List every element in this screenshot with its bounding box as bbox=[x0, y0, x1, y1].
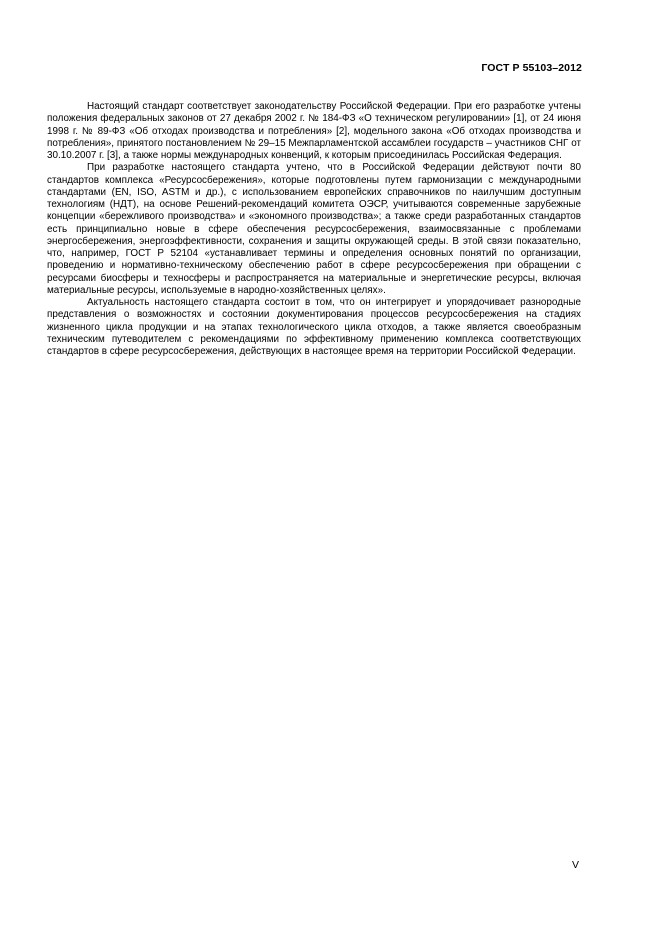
body-text bbox=[47, 101, 581, 358]
standard-designation: ГОСТ Р 55103–2012 bbox=[481, 62, 582, 74]
paragraph-standards-complex: При разработке настоящего стандарта учтено, что в Российской Федерации действуют почти 80 стандартов комплекса «Ресурсосбережения», которые подготовлены путем гармонизации с международными стандартами (EN, ISO, ASTM и др.), с использованием европейских справочников по наилучшим доступным технологиям (НДТ), на основе Решений-рекомендаций комитета ОЭСР, учитываются современные зарубежные концепции «бережливого производства» и «экономного производства»; а также среди разработанных стандартов есть принципиально новые в сфере обеспечения ресурсосбережения, взаимосвязанные с проблемами энергосбережения, энергоэффективности, сохранения и защиты окружающей среды. В этой связи показательно, что, например, ГОСТ Р 52104 «устанавливает термины и определения основных понятий по организации, проведению и нормативно-техническому обеспечению работ в сфере ресурсосбережения при обращении с ресурсами биосферы и техносферы и распространяется на материальные и энергетические ресурсы, включая материальные ресурсы, используемые в народно-хозяйственных целях». bbox=[47, 162, 581, 296]
page-number: V bbox=[571, 859, 579, 871]
paragraph-relevance: Актуальность настоящего стандарта состоит в том, что он интегрирует и упорядочивает разнородные представления о возможностях и состоянии документирования процессов ресурсосбережения на стадиях жизненного цикла продукции и на этапах технологического цикла отходов, а также является своеобразным техническим путеводителем с рекомендациями по эффективному применению комплекса соответствующих стандартов в сфере ресурсосбережения, действующих в настоящее время на территории Российской Федерации. bbox=[47, 297, 581, 357]
paragraph-legislation: Настоящий стандарт соответствует законодательству Российской Федерации. При его разработке учтены положения федеральных законов от 27 декабря 2002 г. № 184-ФЗ «О техническом регулировании» [1], от 24 июня 1998 г. № 89-ФЗ «Об отходах производства и потребления» [2], модельного закона «Об отходах производства и потребления», принятого постановлением № 29–15 Межпарламентской ассамблеи государств – участников СНГ от 30.10.2007 г. [3], а также нормы международных конвенций, к которым присоединилась Российская Федерация. bbox=[47, 101, 581, 161]
